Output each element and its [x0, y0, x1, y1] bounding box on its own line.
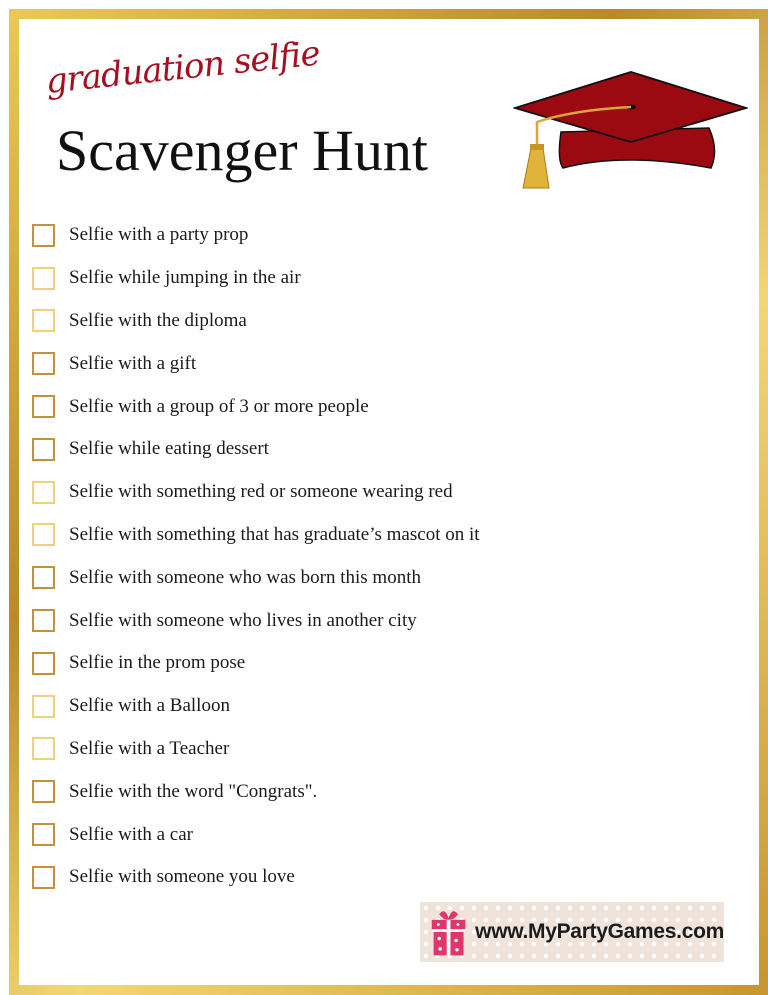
- item-label: Selfie with someone you love: [69, 866, 295, 888]
- list-item[interactable]: [32, 514, 652, 557]
- checkbox[interactable]: [32, 566, 55, 589]
- list-item[interactable]: [32, 599, 652, 642]
- checkbox[interactable]: [32, 352, 55, 375]
- checkbox[interactable]: [32, 438, 55, 461]
- item-label: Selfie with a gift: [69, 352, 197, 374]
- item-label: Selfie with a Balloon: [69, 695, 230, 717]
- website-banner[interactable]: [420, 902, 724, 962]
- checkbox[interactable]: [32, 823, 55, 846]
- checkbox[interactable]: [32, 224, 55, 247]
- checkbox[interactable]: [32, 866, 55, 889]
- checklist: [32, 214, 652, 899]
- item-label: Selfie with a car: [69, 823, 193, 845]
- item-label: Selfie while jumping in the air: [69, 267, 301, 289]
- list-item[interactable]: [32, 214, 652, 257]
- checkbox[interactable]: [32, 780, 55, 803]
- checkbox[interactable]: [32, 309, 55, 332]
- item-label: Selfie in the prom pose: [69, 652, 246, 674]
- item-label: Selfie with a group of 3 or more people: [69, 395, 369, 417]
- checkbox[interactable]: [32, 481, 55, 504]
- list-item[interactable]: [32, 813, 652, 856]
- website-link[interactable]: www.MyPartyGames.com: [475, 920, 724, 943]
- list-item[interactable]: [32, 342, 652, 385]
- item-label: Selfie with the diploma: [69, 309, 247, 331]
- item-label: Selfie with something that has graduate’s mascot on it: [69, 523, 480, 545]
- gift-icon: [428, 905, 469, 959]
- list-item[interactable]: [32, 685, 652, 728]
- item-label: Selfie with someone who was born this month: [69, 566, 421, 588]
- list-item[interactable]: [32, 257, 652, 300]
- list-item[interactable]: [32, 471, 652, 514]
- item-label: Selfie with the word "Congrats".: [69, 780, 318, 802]
- list-item[interactable]: [32, 300, 652, 343]
- list-item[interactable]: [32, 385, 652, 428]
- list-item[interactable]: [32, 428, 652, 471]
- item-label: Selfie with a Teacher: [69, 737, 230, 759]
- checkbox[interactable]: [32, 395, 55, 418]
- checkbox[interactable]: [32, 609, 55, 632]
- checkbox[interactable]: [32, 267, 55, 290]
- checkbox[interactable]: [32, 652, 55, 675]
- item-label: Selfie while eating dessert: [69, 438, 269, 460]
- checkbox[interactable]: [32, 737, 55, 760]
- checkbox[interactable]: [32, 695, 55, 718]
- item-label: Selfie with a party prop: [69, 224, 249, 246]
- list-item[interactable]: [32, 728, 652, 771]
- list-item[interactable]: [32, 556, 652, 599]
- graduation-cap-icon: [513, 70, 748, 195]
- page-title: Scavenger Hunt: [56, 118, 429, 183]
- item-label: Selfie with someone who lives in another city: [69, 609, 417, 631]
- checkbox[interactable]: [32, 523, 55, 546]
- item-label: Selfie with something red or someone wearing red: [69, 481, 453, 503]
- list-item[interactable]: [32, 642, 652, 685]
- subtitle-script: graduation selfie: [43, 33, 322, 102]
- list-item[interactable]: [32, 770, 652, 813]
- list-item[interactable]: [32, 856, 652, 899]
